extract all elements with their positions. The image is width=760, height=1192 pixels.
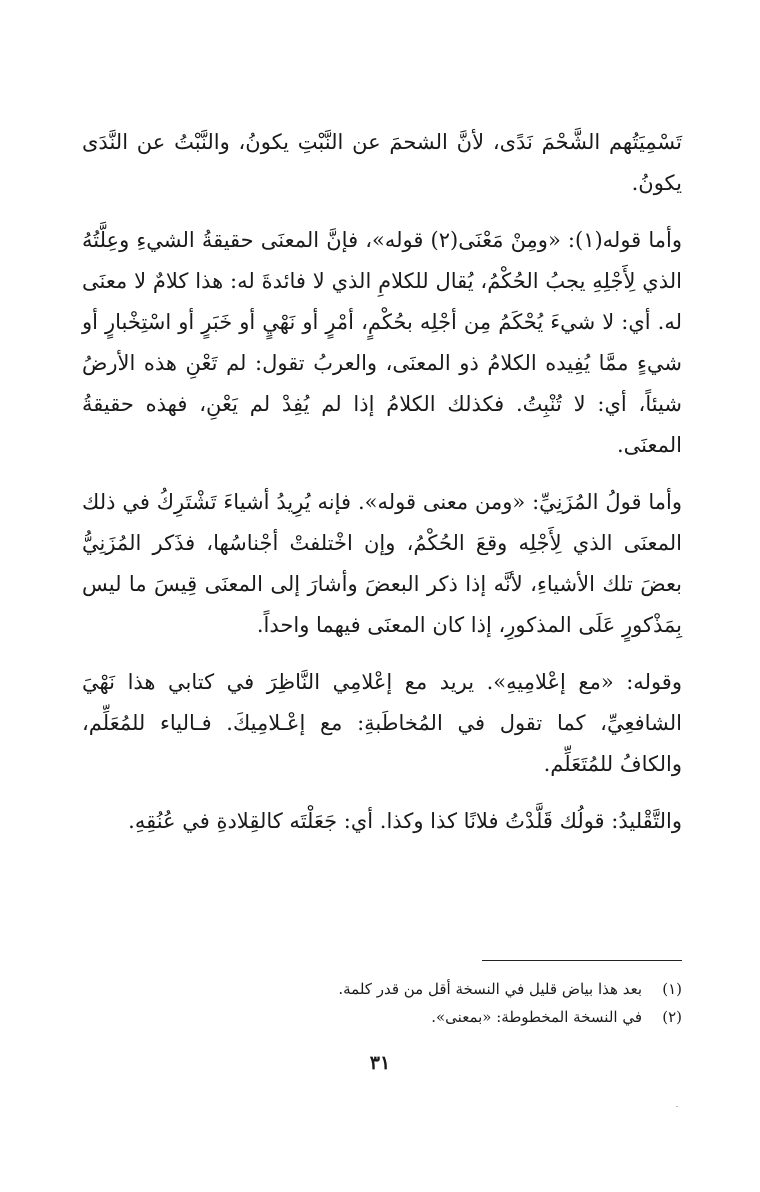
scan-speck <box>676 1106 678 1107</box>
footnote-2 <box>82 1003 682 1031</box>
paragraph-1: تَسْمِيَتُهم الشَّحْمَ نَدًى، لأنَّ الشحمَ عن النَّبْتِ يكونُ، والنَّبْتُ عن النَّدَى يكونُ. <box>82 130 682 195</box>
footnote-number: (١) <box>662 980 682 998</box>
footnote-number: (٢) <box>662 1008 682 1026</box>
footnote-divider <box>482 960 682 961</box>
paragraph-5: والتَّقْليدُ: قولُك قَلَّدْتُ فلانًا كذا وكذا. أي: جَعَلْتَه كالقِلادةِ في عُنُقِهِ. <box>128 809 682 833</box>
paragraph-4: وقوله: «مع إعْلامِيهِ». يريد مع إعْلامِي النَّاظِرَ في كتابي هذا نَهْيَ الشافعِيِّ، كما تقول في المُخاطَبةِ: مع إعْـلامِيكَ. فـالياء للمُعَلِّم، والكافُ للمُتَعَلِّم. <box>82 670 682 776</box>
page-number: ٣١ <box>369 1052 391 1074</box>
footnote-text: بعد هذا بياض قليل في النسخة أقل من قدر كلمة. <box>338 980 642 998</box>
footnote-1 <box>82 975 682 1003</box>
footnotes <box>82 975 682 1031</box>
main-text <box>82 122 682 858</box>
paragraph-2: وأما قوله(١): «ومِنْ مَعْنَى(٢) قوله»، فإنَّ المعنَى حقيقةُ الشيءِ وعِلَّتُهُ الذي لِأَجْلِهِ يجبُ الحُكْمُ، يُقال للكلامِ الذي لا فائدةَ له: هذا كلامٌ لا معنَى له. أي: لا شيءَ يُحْكَمُ مِن أجْلِه بحُكْمٍ، أمْرٍ أو نَهْيٍ أو خَبَرٍ أو اسْتِخْبارٍ أو شيءٍ ممَّا يُفِيده الكلامُ ذو المعنَى، والعربُ تقول: لم تَعْنِ هذه الأرضُ شيئاً، أي: لا تُنْبِتُ. فكذلك الكلامُ إذا لم يُفِدْ لم يَعْنِ، فهذه حقيقةُ المعنَى. <box>82 228 682 457</box>
footnote-text: في النسخة المخطوطة: «بمعنى». <box>431 1008 642 1026</box>
paragraph-3: وأما قولُ المُزَنِيِّ: «ومن معنى قوله». فإنه يُرِيدُ أشياءَ تَشْتَرِكُ في ذلك المعنَى الذي لِأَجْلِه وقعَ الحُكْمُ، وإن اخْتلفتْ أجْناسُها، فذَكر المُزَنِيُّ بعضَ تلك الأشياءِ، لأنَّه إذا ذكر البعضَ وأشارَ إلى المعنَى قِيسَ ما ليس بِمَذْكورٍ عَلَى المذكورِ، إذا كان المعنَى فيهما واحداً. <box>82 490 682 637</box>
